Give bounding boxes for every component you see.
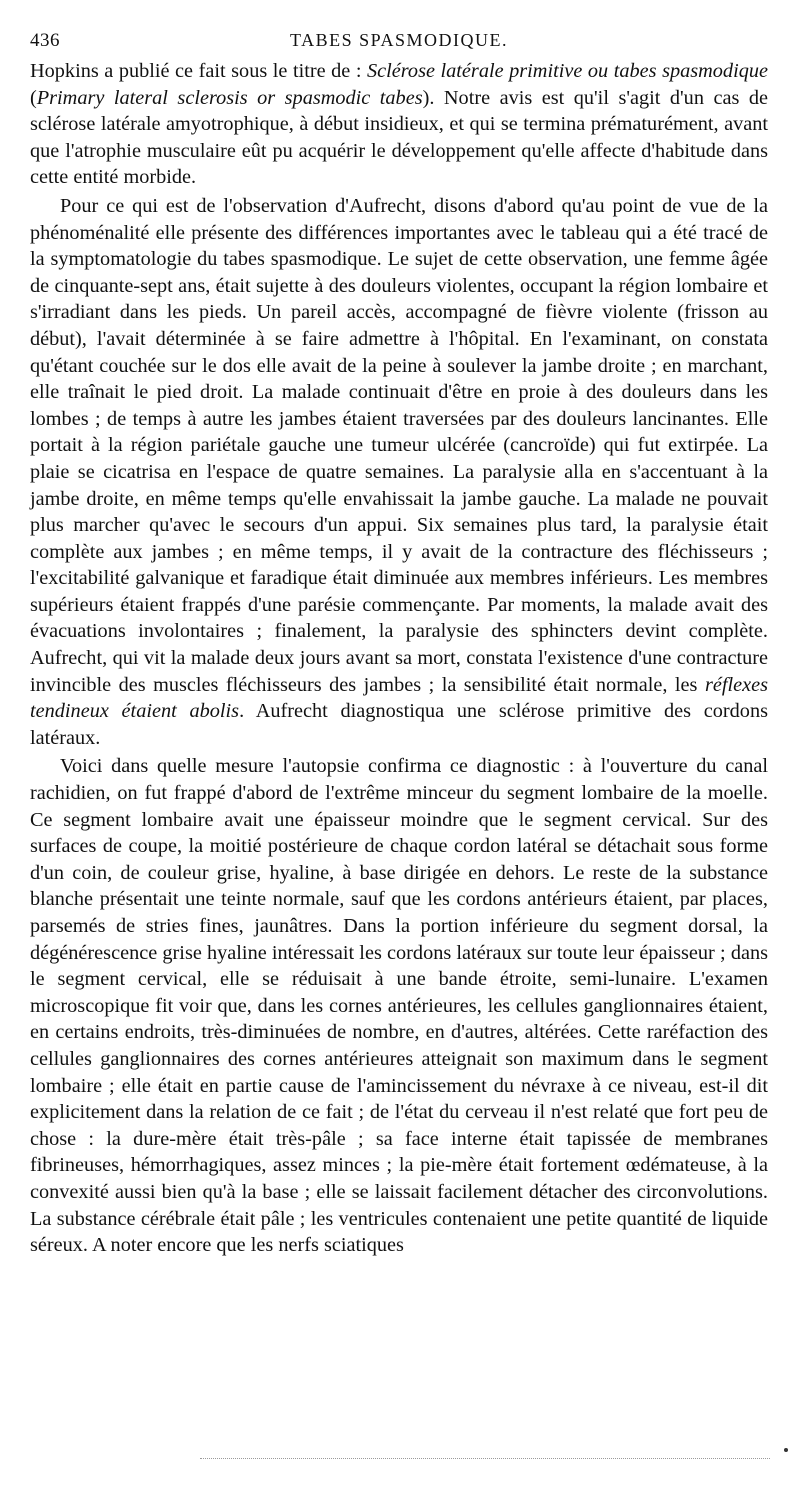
footer-dot	[784, 1448, 788, 1452]
text-segment: Voici dans quelle mesure l'autopsie confirma ce diagnostic : à l'ouverture du canal rachidien, on fut frappé d'abord de l'extrême minceur du segment lombaire de la moelle. Ce segment lombaire avait une épaisseur moindre que le segment cervical. Sur des surfaces de coupe, la moitié postérieure de chaque cordon latéral se détachait sous forme d'un coin, de couleur grise, hyaline, à base dirigée en dehors. Le reste de la substance blanche présentait une teinte normale, sauf que les cordons antérieurs étaient, par places, parsemés de stries fines, jaunâtres. Dans la portion inférieure du segment dorsal, la dégénérescence grise hyaline intéressait les cordons latéraux sur toute leur épaisseur ; dans le segment cervical, elle se réduisait à une bande étroite, semi-lunaire. L'examen microscopique fit voir que, dans les cornes antérieures, les cellules ganglionnaires étaient, en certains endroits, très-diminuées de nombre, en d'autres, altérées. Cette raréfaction des cellules ganglionnaires des cornes antérieures atteignait son maximum dans le segment lombaire ; elle était en partie cause de l'amincissement du névraxe à ce niveau, est-il dit explicitement dans la relation de ce fait ; de l'état du cerveau il n'est relaté que fort peu de chose : la dure-mère était très-pâle ; sa face interne était tapissée de membranes fibrineuses, hémorrhagiques, assez minces ; la pie-mère était fortement œdémateuse, à la convexité aussi bien qu'à la base ; elle se laissait facilement détacher des circonvolutions. La substance cérébrale était pâle ; les ventricules contenaient une petite quantité de liquide séreux. A noter encore que les nerfs sciatiques	[30, 755, 768, 1257]
footer-rule	[200, 1458, 770, 1459]
book-page	[30, 28, 768, 1259]
text-segment: ). Notre avis est qu'il s'agit d'un cas de sclérose latérale amyotrophique, à début insidieux, et qui se termina prématurément, avant que l'atrophie musculaire eût pu acquérir le développement qu'elle affecte d'habitude dans cette entité morbide.	[30, 86, 768, 189]
text-segment: . Aufrecht diagnostiqua une sclérose primitive des cordons latéraux.	[30, 700, 768, 749]
running-header	[30, 28, 768, 52]
paragraph-3	[30, 753, 768, 1258]
text-segment: Pour ce qui est de l'observation d'Aufrecht, disons d'abord qu'au point de vue de la phénoménalité elle présente des différences importantes avec le tableau qui a été tracé de la symptomatologie du tabes spasmodique. Le sujet de cette observation, une femme âgée de cinquante-sept ans, était sujette à des douleurs violentes, occupant la région lombaire et s'irradiant dans les pieds. Un pareil accès, accompagné de fièvre violente (frisson au début), l'avait déterminée à se faire admettre à l'hôpital. En l'examinant, on constata qu'étant couchée sur le dos elle avait de la peine à soulever la jambe droite ; en marchant, elle traînait le pied droit. La malade continuait d'être en proie à des douleurs dans les lombes ; de temps à autre les jambes étaient traversées par des douleurs lancinantes. Elle portait à la région pariétale gauche une tumeur ulcérée (cancroïde) qui fut extirpée. La plaie se cicatrisa en l'espace de quatre semaines. La paralysie alla en s'accentuant à la jambe droite, en même temps qu'elle envahissait la jambe gauche. La malade ne pouvait plus marcher qu'avec le secours d'un appui. Six semaines plus tard, la paralysie était complète aux jambes ; en même temps, il y avait de la contracture des fléchisseurs ; l'excitabilité galvanique et faradique était diminuée aux membres inférieurs. Les membres supérieurs étaient frappés d'une parésie commençante. Par moments, la malade avait des évacuations involontaires ; finalement, la paralysie des sphincters devint complète. Aufrecht, qui vit la malade deux jours avant sa mort, constata l'existence d'une contracture invincible des muscles fléchisseurs des jambes ; la sensibilité était normale, les	[30, 194, 768, 696]
italic-segment: Sclérose latérale primitive ou tabes spasmodique	[367, 60, 768, 82]
text-segment: (	[30, 86, 37, 109]
text-segment: Hopkins a publié ce fait sous le titre de :	[30, 60, 368, 82]
italic-segment: réflexes tendineux étaient abolis	[30, 673, 768, 723]
paragraph-1	[30, 58, 768, 191]
italic-segment: Primary lateral sclerosis or spasmodic tabes	[36, 86, 423, 109]
running-title: TABES SPASMODIQUE.	[290, 30, 508, 50]
body-text	[30, 58, 768, 1259]
paragraph-2	[30, 193, 768, 751]
page-number: 436	[30, 30, 60, 51]
